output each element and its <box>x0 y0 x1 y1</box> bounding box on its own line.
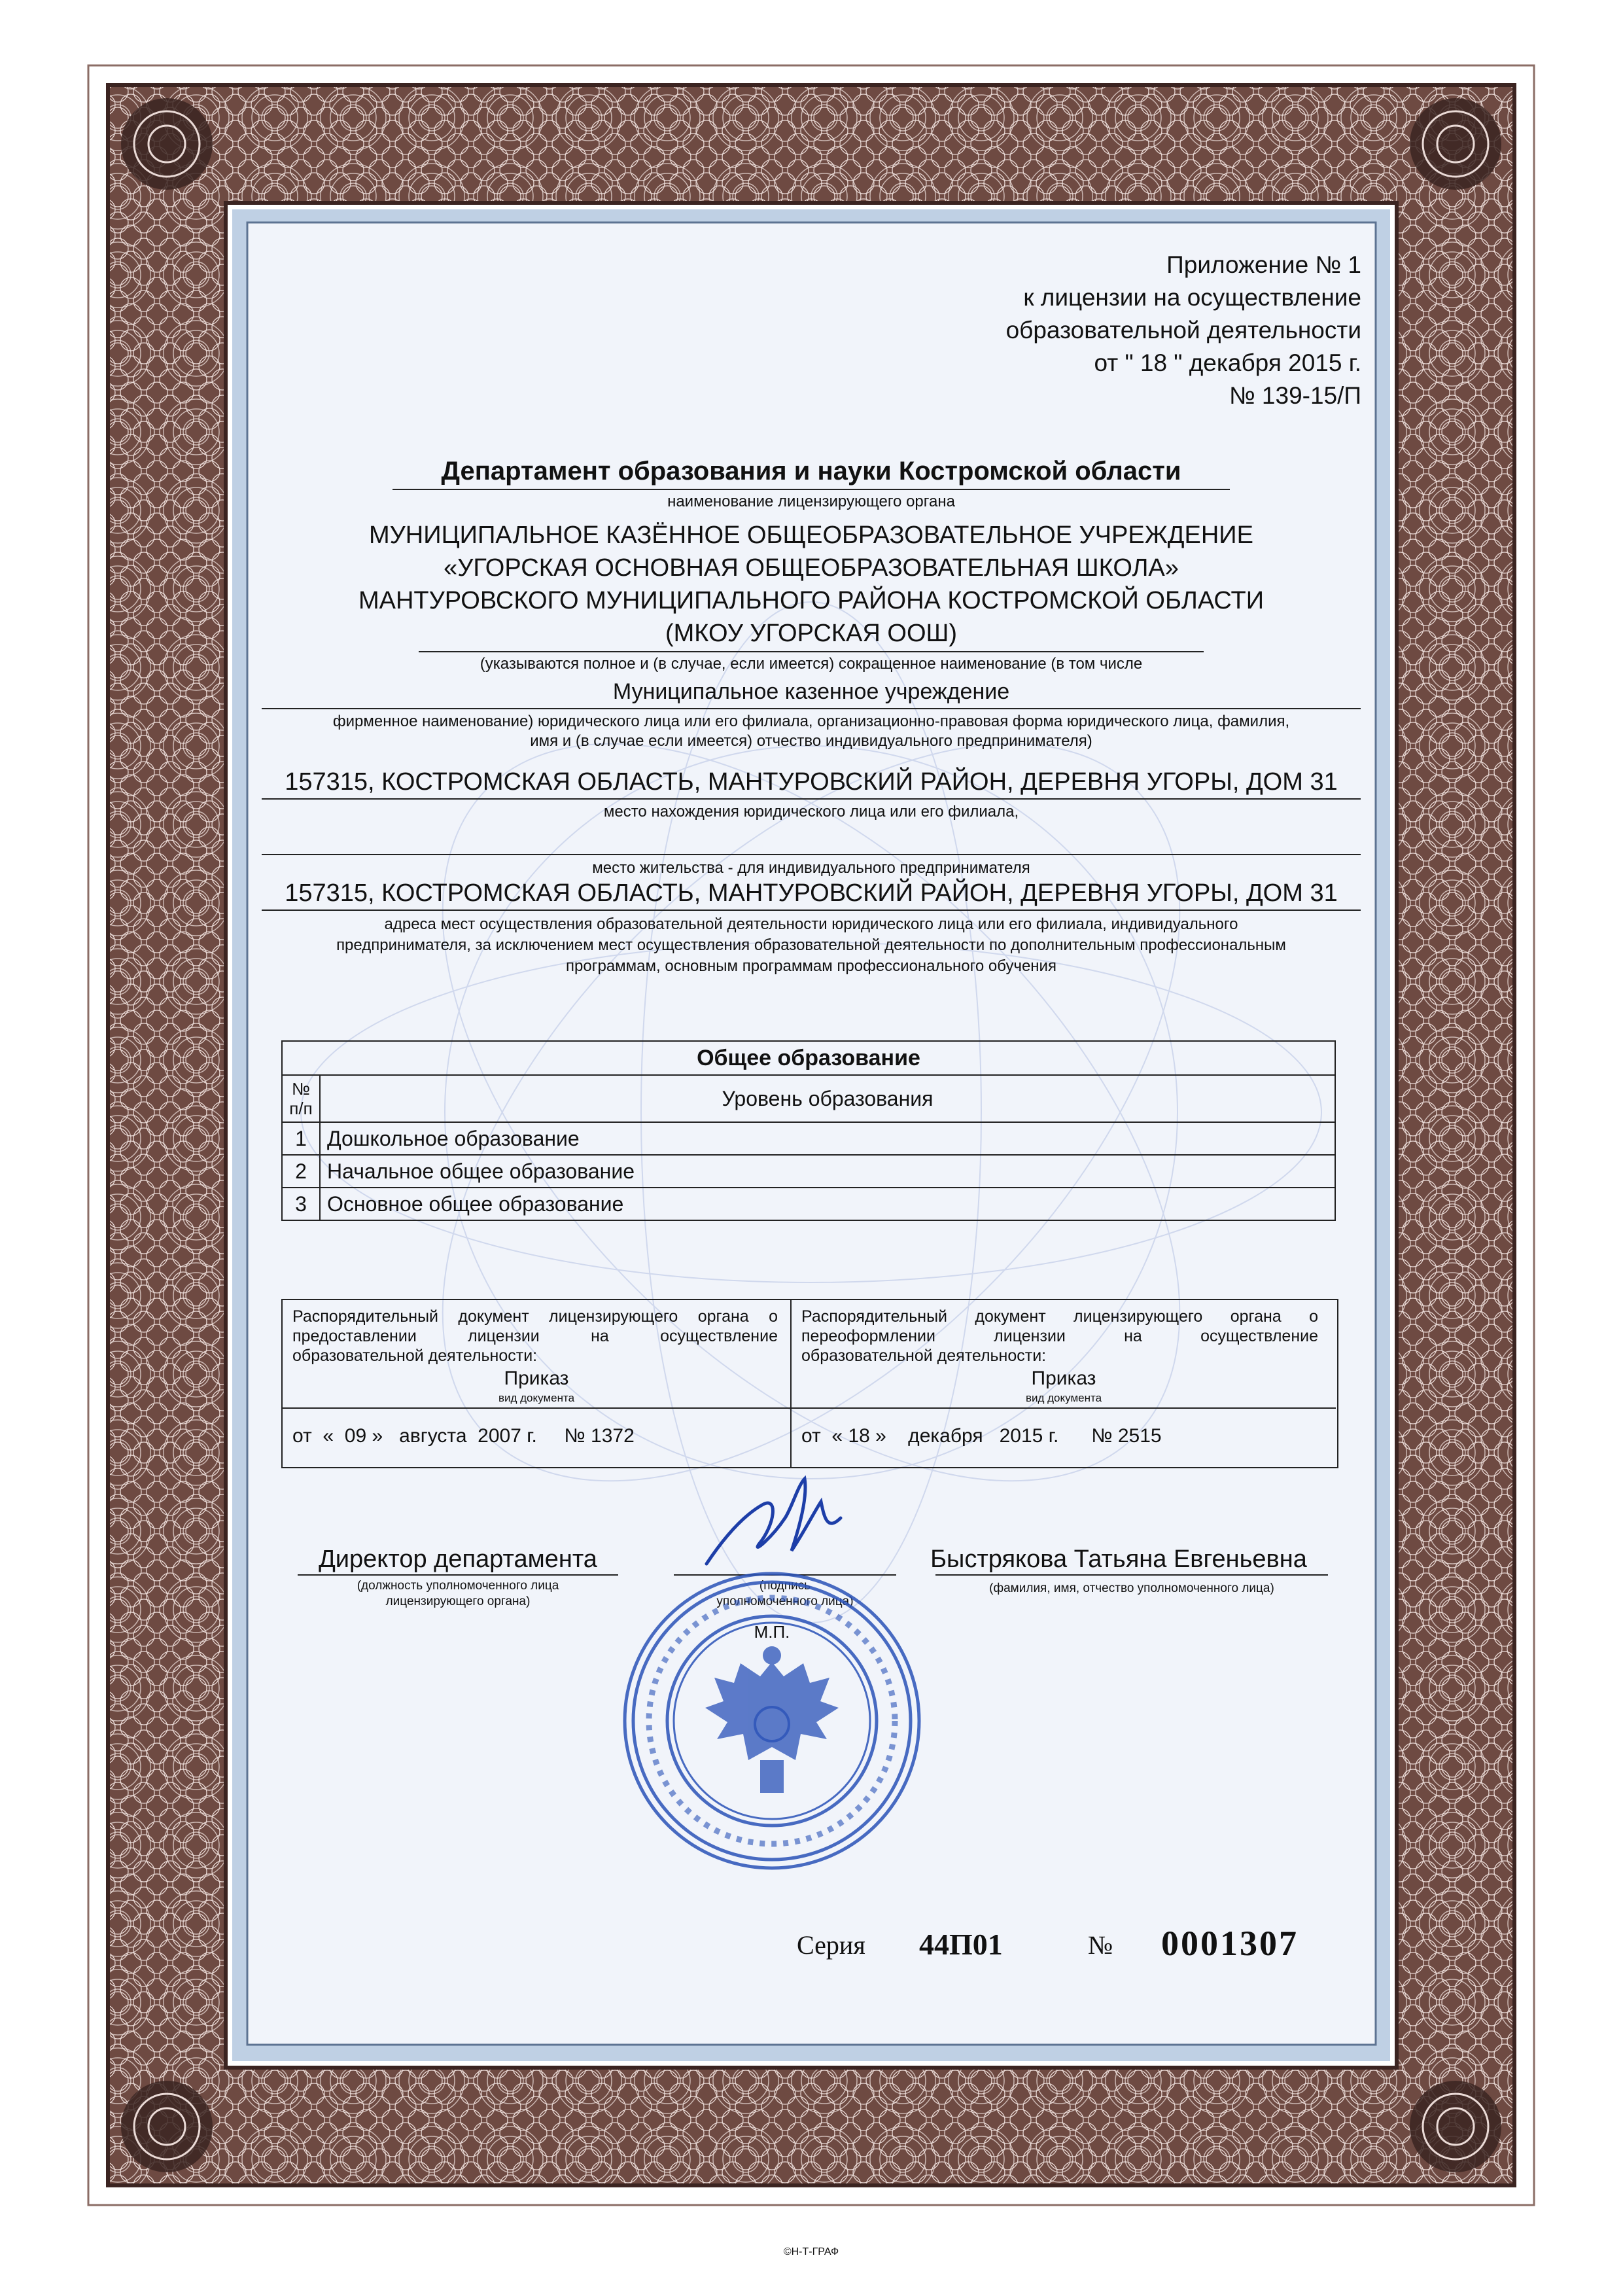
location-caption: место нахождения юридического лица или его филиала, <box>603 803 1019 821</box>
licensee-line1: МУНИЦИПАЛЬНОЕ КАЗЁННОЕ ОБЩЕОБРАЗОВАТЕЛЬНОЕ УЧРЕЖДЕНИЕ <box>369 521 1253 549</box>
sign-caption1: (подпись <box>759 1579 811 1593</box>
position-caption2: лицензирующего органа) <box>385 1595 531 1608</box>
blank-number: 0001307 <box>1161 1924 1299 1963</box>
reissue-doc-type: Приказ <box>1031 1368 1096 1389</box>
appendix-title: Приложение № 1 <box>1166 251 1361 278</box>
reissue-order-cell <box>792 1300 1318 1467</box>
row-num: 2 <box>282 1155 320 1188</box>
licensee-line3: МАНТУРОВСКОГО МУНИЦИПАЛЬНОГО РАЙОНА КОСТРОМСКОЙ ОБЛАСТИ <box>358 587 1265 614</box>
series-value: 44П01 <box>919 1928 1003 1961</box>
education-levels-table <box>281 1040 1336 1221</box>
residence-caption: место жительства - для индивидуального предпринимателя <box>592 859 1030 877</box>
name-caption: (фамилия, имя, отчество уполномоченного лица) <box>989 1581 1274 1595</box>
appendix-line2: к лицензии на осуществление <box>1023 284 1361 311</box>
licensee-caption3: имя и (в случае если имеется) отчество индивидуального предпринимателя) <box>530 732 1092 750</box>
table-row <box>282 1122 1335 1155</box>
reissue-line2: переоформлении лицензии на осуществление <box>801 1327 1318 1345</box>
activity-caption1: адреса мест осуществления образовательной деятельности юридического лица или его филиала, индивидуального <box>384 915 1238 933</box>
grant-doc-type: Приказ <box>504 1368 569 1389</box>
orders-table <box>281 1299 1338 1468</box>
col-num-line1: № <box>292 1079 310 1099</box>
col-level-header: Уровень образования <box>320 1075 1335 1122</box>
signer-full-name: Быстрякова Татьяна Евгеньевна <box>930 1545 1307 1573</box>
row-level: Начальное общее образование <box>320 1155 1335 1188</box>
position-caption1: (должность уполномоченного лица <box>357 1579 559 1593</box>
number-label: № <box>1088 1930 1113 1960</box>
licensee-caption2: фирменное наименование) юридического лица или его филиала, организационно-правовая форма юридического лица, фамилия, <box>332 713 1290 730</box>
activity-address: 157315, КОСТРОМСКАЯ ОБЛАСТЬ, МАНТУРОВСКИЙ РАЙОН, ДЕРЕВНЯ УГОРЫ, ДОМ 31 <box>285 879 1338 907</box>
handwritten-signature-icon <box>700 1472 883 1570</box>
reissue-doc-type-caption: вид документа <box>1025 1392 1102 1404</box>
printer-mark: ©Н-Т-ГРАФ <box>783 2246 839 2257</box>
location-address: 157315, КОСТРОМСКАЯ ОБЛАСТЬ, МАНТУРОВСКИЙ РАЙОН, ДЕРЕВНЯ УГОРЫ, ДОМ 31 <box>285 768 1338 796</box>
grant-line3: образовательной деятельности: <box>292 1347 538 1365</box>
sign-caption2: уполномоченного лица) <box>716 1595 854 1608</box>
row-level: Дошкольное образование <box>320 1122 1335 1155</box>
reissue-date-number: от « 18 » декабря 2015 г. № 2515 <box>801 1425 1162 1447</box>
appendix-date: от " 18 " декабря 2015 г. <box>1094 349 1361 376</box>
col-num-line2: п/п <box>289 1099 313 1118</box>
licensor-caption: наименование лицензирующего органа <box>667 493 955 510</box>
reissue-line3: образовательной деятельности: <box>801 1347 1047 1365</box>
series-label: Серия <box>797 1930 865 1960</box>
row-num: 1 <box>282 1122 320 1155</box>
education-table-title: Общее образование <box>282 1041 1335 1075</box>
licensee-line2: «УГОРСКАЯ ОСНОВНАЯ ОБЩЕОБРАЗОВАТЕЛЬНАЯ ШКОЛА» <box>444 554 1179 582</box>
reissue-line1: Распорядительный документ лицензирующего органа о <box>801 1307 1318 1326</box>
licensor-name: Департамент образования и науки Костромской области <box>441 457 1181 486</box>
row-num: 3 <box>282 1188 320 1220</box>
signer-position: Директор департамента <box>319 1545 597 1573</box>
licensee-line4: (МКОУ УГОРСКАЯ ООШ) <box>665 620 958 647</box>
appendix-number: № 139-15/П <box>1229 382 1361 409</box>
grant-order-cell <box>283 1300 792 1467</box>
activity-caption2: предпринимателя, за исключением мест осуществления образовательной деятельности по дополнительным профессиональным <box>336 936 1286 954</box>
stamp-mark-mp: М.П. <box>754 1622 790 1642</box>
grant-line1: Распорядительный документ лицензирующего органа о <box>292 1307 778 1326</box>
table-row <box>282 1188 1335 1220</box>
table-row <box>282 1155 1335 1188</box>
col-num-header <box>282 1075 320 1122</box>
licensee-caption1: (указываются полное и (в случае, если имеется) сокращенное наименование (в том числе <box>480 655 1143 673</box>
row-level: Основное общее образование <box>320 1188 1335 1220</box>
grant-line2: предоставлении лицензии на осуществление <box>292 1327 778 1345</box>
grant-doc-type-caption: вид документа <box>498 1392 575 1404</box>
grant-date-number: от « 09 » августа 2007 г. № 1372 <box>292 1425 635 1447</box>
appendix-line3: образовательной деятельности <box>1005 317 1361 344</box>
official-seal-stamp-icon <box>615 1564 929 1878</box>
legal-form: Муниципальное казенное учреждение <box>612 679 1010 704</box>
activity-caption3: программам, основным программам профессионального обучения <box>566 957 1056 975</box>
